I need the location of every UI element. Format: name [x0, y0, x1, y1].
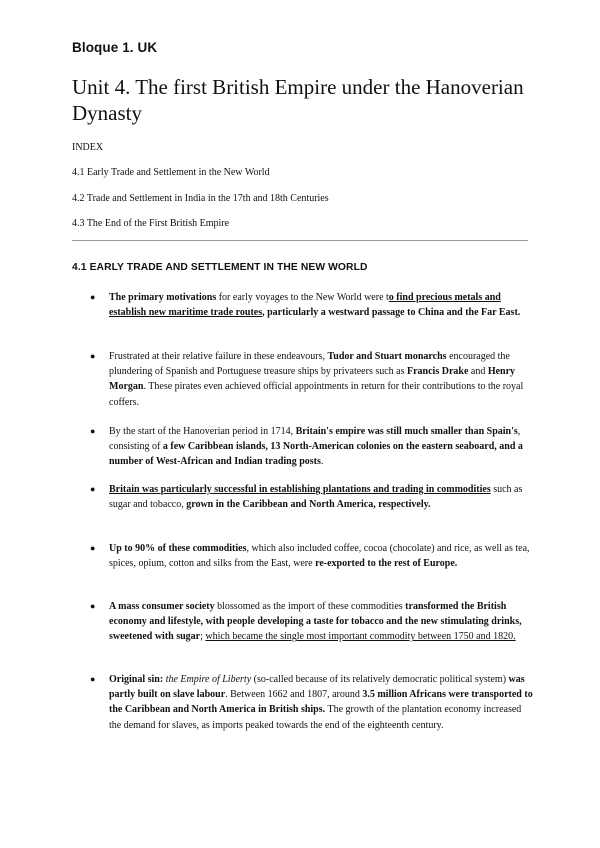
bullet-dot-icon: ● — [90, 426, 96, 436]
bullet-text-bold: A mass consumer society — [109, 601, 215, 612]
bullet-text-bold: a few Caribbean islands, 13 North-American colonies on the eastern seaboard, and a number of West-African and Indian trading posts — [109, 441, 523, 468]
bullet-dot-icon: ● — [90, 674, 96, 684]
bullet-text-bold: Francis Drake — [407, 366, 469, 378]
bullet-text: ; — [200, 631, 206, 643]
bullet-dot-icon: ● — [90, 601, 96, 611]
bullet-text: . — [320, 456, 324, 468]
page-title: Unit 4. The first British Empire under the Hanoverian Dynasty — [72, 75, 524, 125]
bullet-text-bold: Tudor and Stuart monarchs — [327, 351, 447, 362]
block-heading: Bloque 1. UK — [72, 40, 158, 55]
bullet-re-export — [90, 541, 534, 571]
horizontal-divider — [72, 240, 528, 241]
bullet-text: Frustrated at their relative failure in these endeavours, — [109, 351, 328, 362]
bullet-text-bold: Original sin: — [109, 674, 166, 685]
bullet-privateers — [90, 349, 534, 410]
bullet-text-bold: Henry Morgan — [109, 366, 516, 393]
bullet-dot-icon: ● — [90, 351, 96, 361]
bullet-consumer-society — [90, 599, 534, 645]
bullet-text-bold: The primary motivations — [109, 292, 217, 303]
bullet-original-sin — [90, 672, 534, 733]
bullet-text-bold: Britain's empire was still much smaller than Spain's — [295, 426, 518, 437]
bullet-text-bold: grown in the Caribbean and North America, respectively. — [186, 499, 431, 511]
bullet-text-bold: was partly built on slave labour — [109, 674, 525, 701]
bullet-text-bold: re-exported to the rest of Europe. — [315, 558, 458, 570]
section-heading: 4.1 EARLY TRADE AND SETTLEMENT IN THE NEW WORLD — [72, 262, 368, 273]
index-item-4-2: 4.2 Trade and Settlement in India in the 17th and 18th Centuries — [72, 193, 329, 204]
bullet-text: . These pirates even achieved official appointments in return for their contributions to the royal coffers. — [109, 381, 524, 408]
bullet-text: encouraged the plundering of Spanish and Portuguese treasure ships by privateers such as — [109, 351, 510, 378]
bullet-dot-icon: ● — [90, 292, 96, 302]
bullet-text: , consisting of — [109, 426, 521, 453]
bullet-hanoverian-empire — [90, 424, 534, 470]
bullet-text: . Between 1662 and 1807, around — [225, 689, 363, 701]
bullet-text: blossomed as the import of these commodities — [214, 601, 406, 612]
index-heading: INDEX — [72, 142, 104, 153]
bullet-text: such as sugar and tobacco, — [109, 484, 523, 511]
bullet-text-bold: , particularly a westward passage to China and the Far East. — [262, 307, 521, 319]
bullet-plantations — [90, 482, 534, 512]
bullet-text-bold-underlined: Britain was particularly successful in establishing plantations and trading in commodities — [109, 484, 491, 495]
bullet-text-bold: 3.5 million Africans were transported to the Caribbean and North America in British ships. — [109, 689, 533, 716]
bullet-text-bold-underlined: o find precious metals and establish new maritime trade routes — [109, 292, 501, 319]
bullet-dot-icon: ● — [90, 484, 96, 494]
bullet-dot-icon: ● — [90, 543, 96, 553]
bullet-text-underlined: which became the single most important commodity between 1750 and 1820. — [205, 631, 516, 643]
index-item-4-3: 4.3 The End of the First British Empire — [72, 218, 230, 229]
bullet-primary-motivations — [90, 290, 534, 320]
bullet-text-bold: transformed the British economy and lifestyle, with people developing a taste for tobacco and the new stimulating drinks, sweetened with sugar — [109, 601, 522, 643]
bullet-text: , which also included coffee, cocoa (chocolate) and rice, as well as tea, spices, opium, cotton and silks from the East, were — [109, 543, 530, 570]
index-item-4-1: 4.1 Early Trade and Settlement in the New World — [72, 167, 270, 178]
bullet-text: By the start of the Hanoverian period in 1714, — [109, 426, 296, 437]
bullet-text: (so-called because of its relatively democratic political system) — [251, 674, 509, 685]
bullet-text: and — [468, 366, 488, 378]
bullet-text: The growth of the plantation economy increased the demand for slaves, as imports peaked towards the end of the eighteenth century. — [109, 704, 522, 731]
bullet-text: for early voyages to the New World were t — [216, 292, 389, 303]
bullet-text-italic: the Empire of Liberty — [165, 674, 252, 685]
bullet-text-bold: Up to 90% of these commodities — [109, 543, 247, 554]
